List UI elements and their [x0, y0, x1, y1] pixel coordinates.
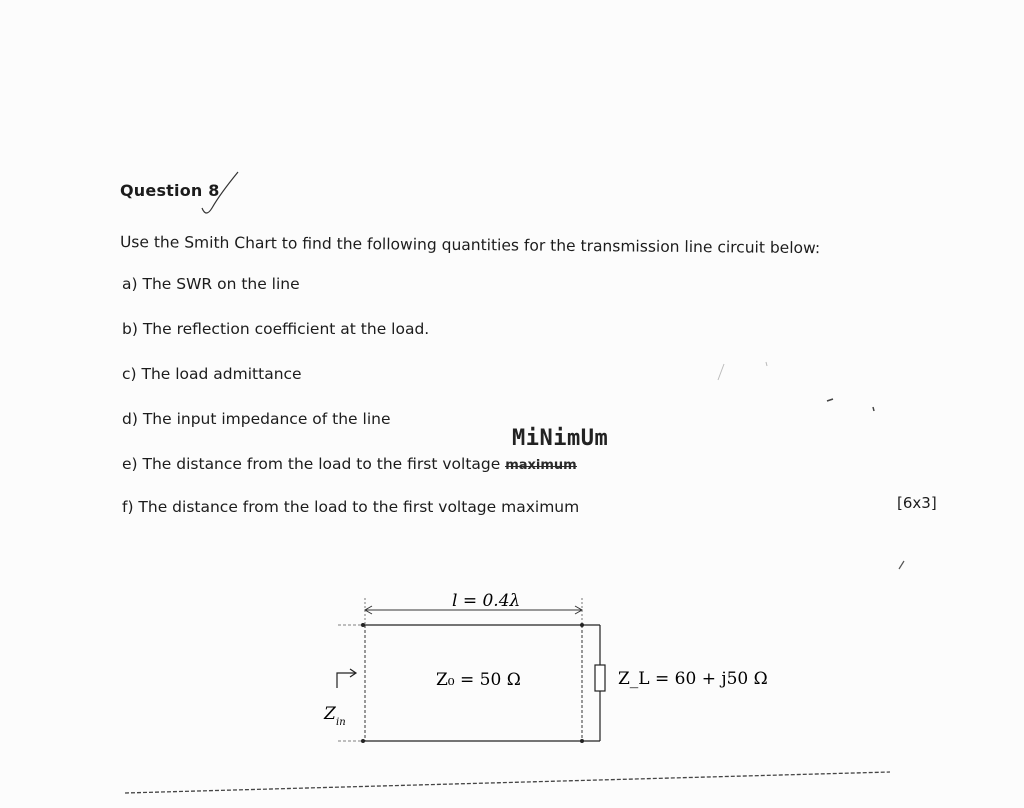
scan-speck — [895, 555, 915, 575]
question-item-c: c) The load admittance — [122, 365, 302, 383]
marks-allocation: [6x3] — [897, 494, 937, 512]
question-intro: Use the Smith Chart to find the following quantities for the transmission line circuit below: — [119, 233, 821, 258]
question-item-a: a) The SWR on the line — [122, 275, 300, 293]
check-mark-icon — [198, 170, 242, 220]
z0-label: Z₀ = 50 Ω — [436, 670, 521, 690]
question-title: Question 8 — [120, 181, 220, 200]
question-item-e-text: e) The distance from the load to the first voltage — [122, 455, 501, 473]
zin-subscript: in — [336, 717, 346, 728]
load-resistor-icon — [595, 665, 605, 691]
question-item-d: d) The input impedance of the line — [122, 410, 391, 428]
question-item-e — [122, 455, 577, 473]
scan-speck — [712, 358, 782, 388]
question-item-b: b) The reflection coefficient at the load. — [122, 320, 430, 338]
zin-symbol: Z — [324, 704, 336, 724]
length-label: l = 0.4λ — [452, 591, 521, 611]
handwritten-correction: MiNimUm — [512, 426, 609, 451]
question-item-f: f) The distance from the load to the first voltage maximum — [122, 498, 580, 516]
transmission-line-diagram — [300, 580, 780, 760]
zl-label: Z_L = 60 + j50 Ω — [618, 669, 768, 689]
bottom-divider — [125, 770, 895, 800]
scan-speck — [825, 395, 885, 415]
struck-word: maximum — [505, 458, 577, 473]
